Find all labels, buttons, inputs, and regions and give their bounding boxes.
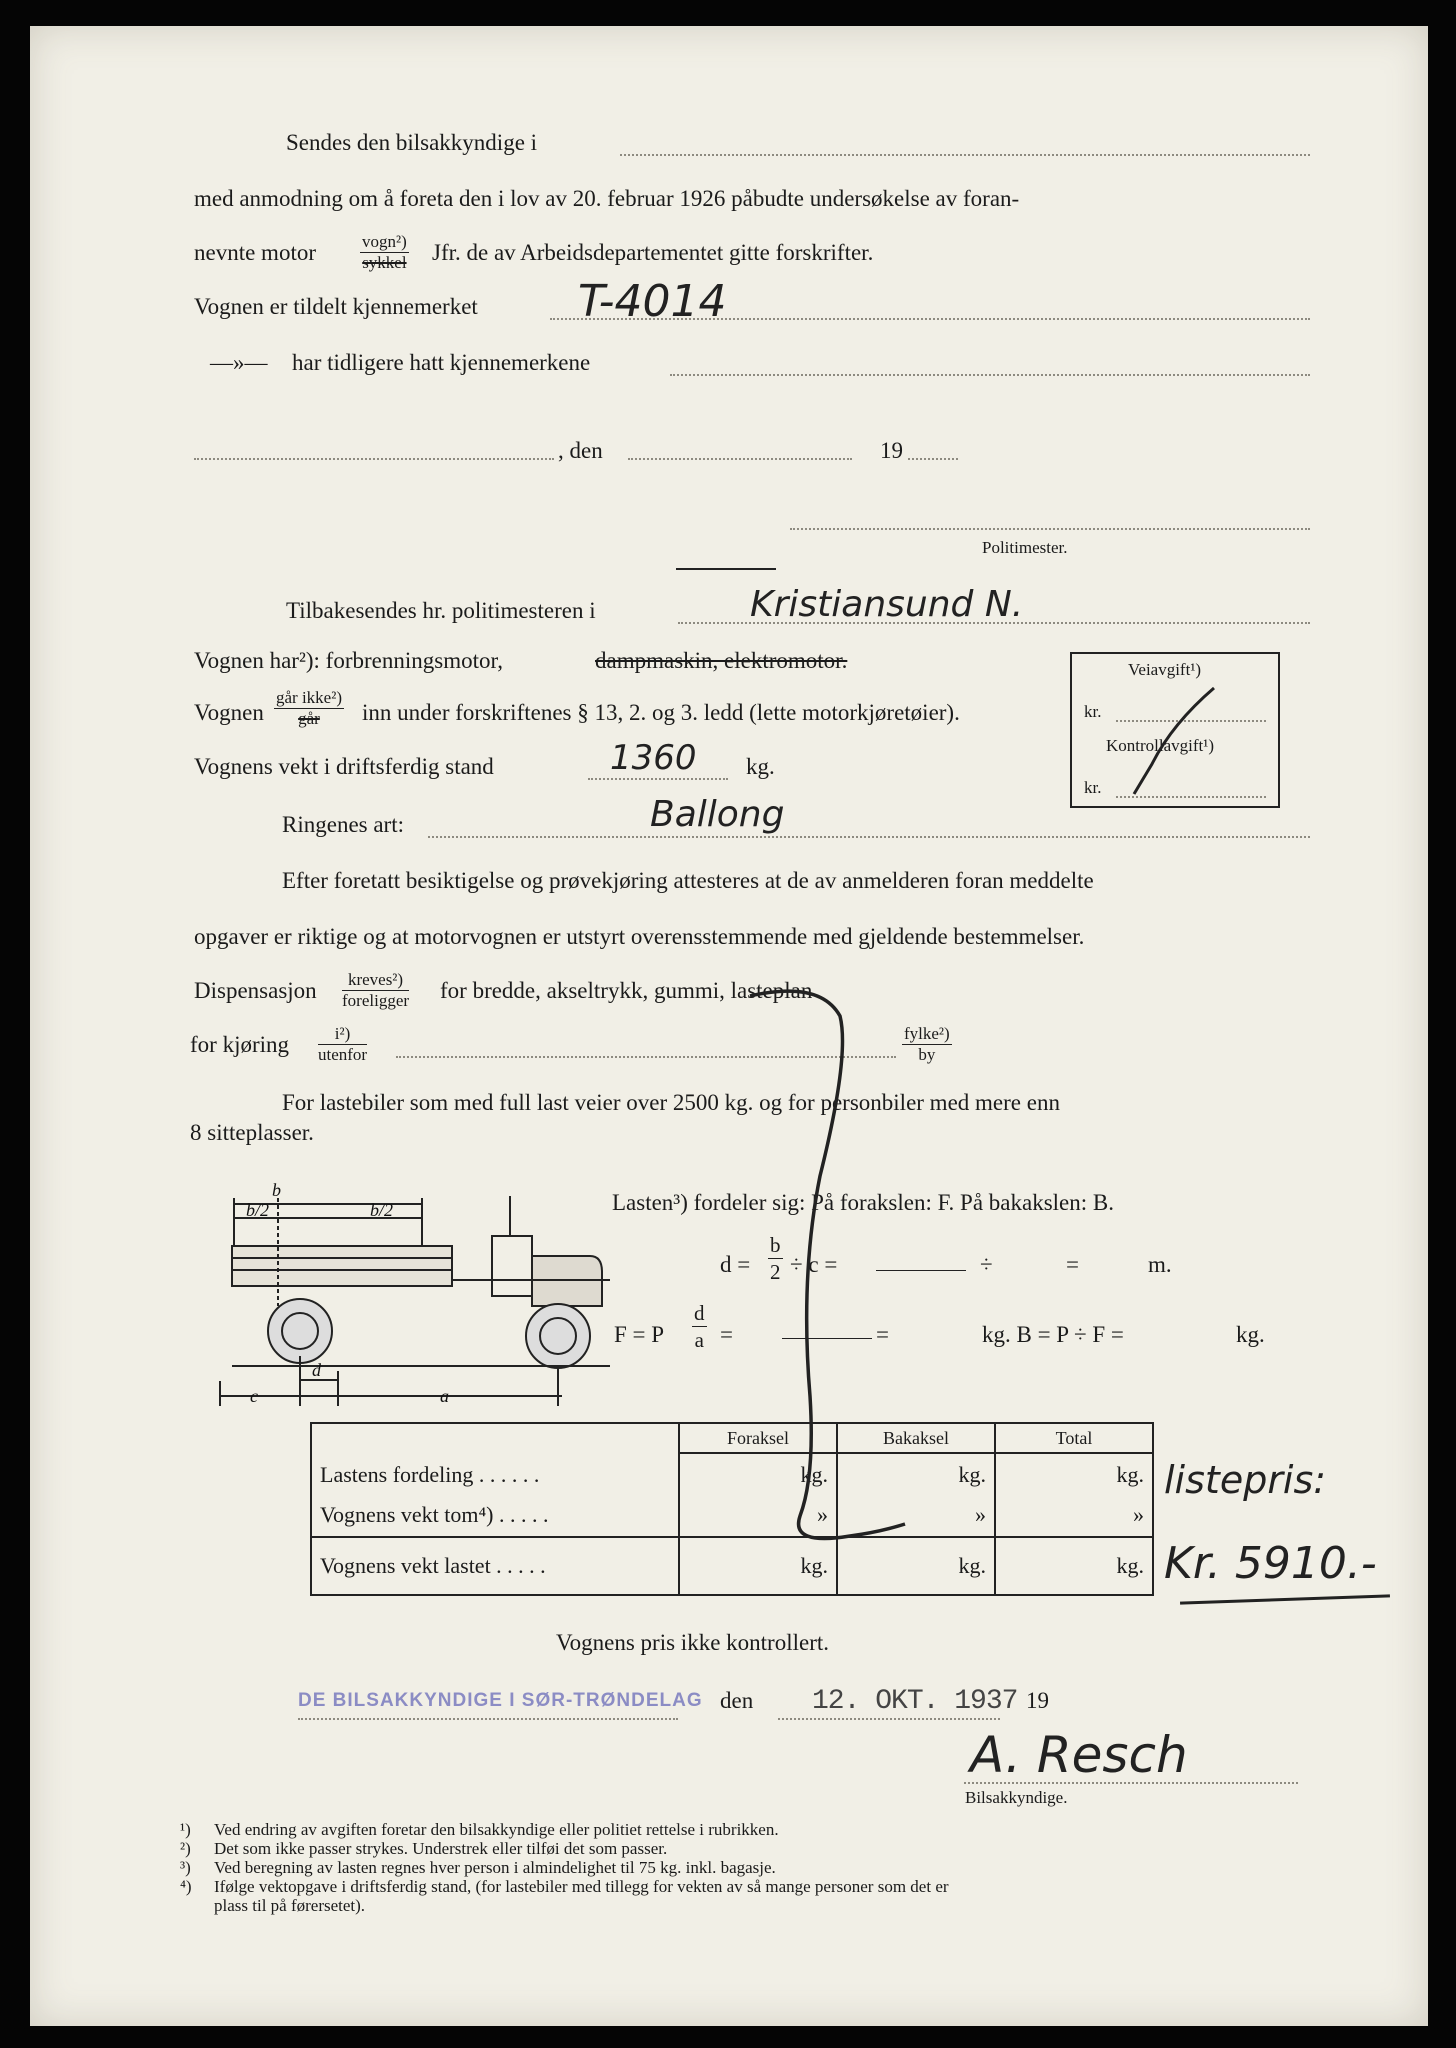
date-line[interactable] [778,1718,1000,1720]
politimester-signature-field[interactable] [790,528,1310,530]
cell-foraksel-lastet[interactable]: kg. [679,1537,837,1595]
den-label: , den [558,438,603,463]
kontrollavgift-label: Kontrollavgift¹) [1106,736,1215,755]
dispensasjon-suffix: for bredde, akseltrykk, gummi, lasteplan [440,978,813,1003]
footnote-number: ²) [180,1839,191,1858]
vognen-har-struck: dampmaskin, elektromotor. [595,648,848,673]
date-den-label: den [720,1688,754,1713]
vogn-sykkel-fraction [360,232,409,273]
footnote-4-cont [180,1896,365,1915]
footnote-text: Ifølge vektopgave i driftsferdig stand, (for lastebiler med tillegg for vekten av så mange personer som det er [214,1877,949,1896]
a-denominator: a [694,1328,704,1352]
footnote-text: Ved endring av avgiften foretar den bilsakkyndige eller politiet rettelse i rubrikken. [214,1820,779,1839]
i-utenfor-fraction [318,1024,367,1065]
footnote-2 [180,1839,667,1858]
kreves-option: kreves²) [342,970,409,991]
diagram-label-d: d [312,1360,321,1380]
eq-sign-2: = [720,1322,733,1347]
section-divider [676,568,776,570]
b-numerator: b [770,1233,781,1257]
cell-unit: » [817,1502,828,1527]
vekt-unit: kg. [746,754,775,779]
kjoring-prefix: for kjøring [190,1032,290,1057]
nevnte-motor-text: nevnte motor [194,240,316,265]
footnote-3 [180,1858,776,1877]
ringenes-value: Ballong [650,794,785,835]
vekt-field[interactable] [588,778,728,780]
table-row-labels [311,1453,679,1537]
footnote-text: Ved beregning av lasten regnes hver person i almindelighet til 75 kg. inkl. bagasje. [214,1858,776,1877]
kg-end: kg. [1236,1322,1265,1347]
listepris-line1: listepris: [1164,1458,1327,1502]
year-label: 19 [880,438,903,463]
row-label-lastet: Vognens vekt lastet . . . . . [311,1537,679,1595]
stamp-field [298,1718,678,1720]
avgift-box [1070,652,1280,808]
politimester-label: Politimester. [982,538,1068,557]
listepris-underline [1180,1594,1390,1604]
utenfor-option: utenfor [318,1045,368,1064]
ringenes-label: Ringenes art: [282,812,404,837]
eq-sign-3: = [876,1322,889,1347]
efter-line2: opgaver er riktige og at motorvognen er utstyrt overensstemmende med gjeldende bestemmelser. [194,924,1085,949]
two-denominator: 2 [770,1260,781,1284]
f-eq: F = P [614,1322,665,1347]
anmodning-text: med anmodning om å foreta den i lov av 20. februar 1926 påbudte undersøkelse av foran- [194,186,1020,211]
footnote-number: ³) [180,1858,191,1877]
cell-unit: kg. [800,1462,828,1487]
d-numerator: d [694,1301,705,1325]
m-unit: m. [1148,1252,1172,1277]
header-total: Total [995,1423,1153,1453]
tidligere-label: har tidligere hatt kjennemerkene [292,350,591,375]
tidligere-prefix: —»— [210,350,268,375]
sykkel-option: sykkel [362,253,407,272]
vognen-gaar-prefix: Vognen [194,700,264,725]
diagram-label-a: a [440,1386,449,1406]
vognen-har-text: Vognen har²): forbrenningsmotor, [194,648,503,673]
table-corner [311,1423,679,1453]
kjennemerke-value: T-4014 [578,276,727,327]
jfr-text: Jfr. de av Arbeidsdepartementet gitte forskrifter. [432,240,874,265]
i-option: i²) [318,1024,367,1045]
diagram-label-b: b [272,1180,281,1200]
eq-sign: = [1066,1252,1079,1277]
tilbake-label: Tilbakesendes hr. politimesteren i [286,598,596,623]
tildelt-label: Vognen er tildelt kjennemerket [194,294,478,319]
listepris-line2: Kr. 5910.- [1164,1538,1377,1589]
year-field[interactable] [908,458,958,460]
cell-unit: kg. [958,1462,986,1487]
div-sign: ÷ [980,1252,993,1277]
cell-unit: » [1133,1502,1144,1527]
gaar-option: går [298,709,320,728]
diagram-label-b-half-2: b/2 [370,1200,394,1220]
sendes-label: Sendes den bilsakkyndige i [286,130,538,155]
vekt-value: 1360 [610,738,697,778]
header-bakaksel: Bakaksel [837,1423,995,1453]
gaar-ikke-option: går ikke²) [276,688,342,707]
truck-diagram [190,1176,610,1416]
tidligere-field[interactable] [670,374,1310,376]
kontrollavgift-kr: kr. [1084,778,1102,797]
cell-total-1[interactable] [995,1453,1153,1537]
kg-b-eq: kg. B = P ÷ F = [982,1322,1124,1347]
ringenes-field[interactable] [428,836,1310,838]
foreligger-option: foreligger [342,991,410,1010]
vognen-gaar-suffix: inn under forskriftenes § 13, 2. og 3. ledd (lette motorkjøretøier). [362,700,960,725]
veiavgift-label: Veiavgift¹) [1128,660,1202,679]
row-label-lastens: Lastens fordeling . . . . . . [320,1461,540,1487]
fylke-option: fylke²) [904,1024,950,1043]
d-eq: d = [720,1252,751,1277]
pen-stroke [730,976,930,1576]
gaar-fraction [274,688,344,729]
politimester-sted-value: Kristiansund N. [750,584,1024,625]
header-foraksel: Foraksel [679,1423,837,1453]
lastebiler-line1: For lastebiler som med full last veier over 2500 kg. og for personbiler med mere enn [282,1090,1060,1115]
cell-unit: » [975,1502,986,1527]
efter-line1: Efter foretatt besiktigelse og prøvekjøring attesteres at de av anmelderen foran meddelte [282,868,1094,893]
avgift-strike-mark [1112,684,1222,798]
cell-bakaksel-lastet[interactable]: kg. [837,1537,995,1595]
date-field[interactable] [628,458,852,460]
vogn-option: vogn²) [362,232,407,251]
vekt-label: Vognens vekt i driftsferdig stand [194,754,494,779]
diagram-label-c: c [250,1386,258,1406]
dispensasjon-prefix: Dispensasjon [194,978,317,1003]
cell-total-lastet[interactable]: kg. [995,1537,1153,1595]
lasten-text: Lasten³) fordeler sig: På forakslen: F. På bakakslen: B. [612,1190,1114,1215]
sted-field[interactable] [194,458,554,460]
sendes-field[interactable] [620,154,1310,156]
by-option: by [918,1045,936,1064]
form-page [30,26,1428,2026]
cell-unit: kg. [1116,1462,1144,1487]
pris-note: Vognens pris ikke kontrollert. [556,1630,829,1655]
veiavgift-kr: kr. [1084,702,1102,721]
d-over-a [692,1300,707,1353]
diagram-label-b-half-1: b/2 [246,1200,270,1220]
footnote-4 [180,1877,949,1896]
footnote-number: ⁴) [180,1877,192,1896]
date-year: 19 [1026,1688,1049,1713]
footnote-number: ¹) [180,1820,191,1839]
lastebiler-line2: 8 sitteplasser. [190,1120,314,1145]
footnote-text: Det som ikke passer strykes. Understrek eller tilføi det som passer. [214,1839,668,1858]
signature: A. Resch [970,1726,1188,1784]
minus-c: ÷ c = [790,1252,838,1277]
row-label-tom: Vognens vekt tom⁴) . . . . . [320,1501,549,1527]
kreves-fraction [342,970,409,1011]
office-stamp: DE BILSAKKYNDIGE I SØR-TRØNDELAG [298,1690,703,1711]
footnote-text: plass til på førersetet). [214,1896,366,1915]
signature-line[interactable] [964,1782,1298,1784]
date-stamp: 12. OKT. 1937 [812,1686,1018,1717]
signature-label: Bilsakkyndige. [965,1788,1068,1807]
footnote-1 [180,1820,779,1839]
